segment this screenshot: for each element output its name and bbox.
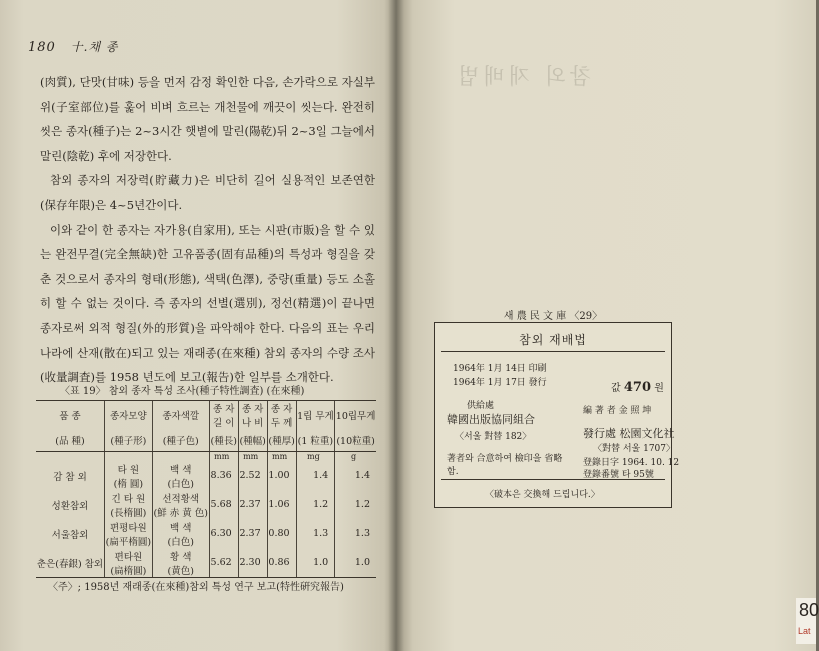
col-header	[238, 401, 267, 430]
value-cell: 1.00	[267, 461, 296, 490]
cell-text: (白色)	[167, 536, 194, 548]
book-gutter	[388, 0, 404, 651]
col-header-sub: (品 種)	[36, 429, 105, 452]
edge-number: 80	[799, 600, 819, 620]
col-header-sub: (10粒重)	[335, 429, 376, 452]
color-cell	[152, 490, 209, 519]
shape-cell	[105, 461, 153, 490]
col-header	[335, 401, 376, 430]
col-header-label: 품 종	[59, 411, 81, 422]
col-header-label: 종 자	[241, 404, 264, 415]
copyright-note: 著者와 合意하여 檢印을 省略함.	[447, 454, 563, 477]
value-cell: 8.36	[209, 461, 238, 490]
value-cell: 1.06	[267, 490, 296, 519]
edge-label	[796, 598, 819, 644]
running-title: 十.채 종	[70, 40, 119, 54]
col-header-sub: (1 粒重)	[296, 429, 335, 452]
unit-cell: mm	[209, 452, 238, 462]
col-header-label: 길 이	[213, 418, 235, 429]
series-name: 새 農 民 文 庫 〈29〉	[503, 311, 603, 322]
col-header	[152, 401, 209, 430]
cell-text: 편평타원	[110, 522, 147, 534]
value-cell: 1.3	[296, 519, 335, 548]
page-number: 180	[28, 40, 56, 55]
supplier-name: 韓國出版協同組合	[447, 413, 535, 426]
col-header-label: 종자색깔	[162, 411, 200, 422]
value-cell: 1.2	[335, 490, 376, 519]
value-cell: 1.3	[335, 519, 376, 548]
shape-cell	[105, 548, 153, 578]
left-page	[0, 0, 396, 651]
table-row	[36, 461, 376, 490]
shape-cell	[105, 519, 153, 548]
col-header	[267, 401, 296, 430]
col-header-label: 1립 무게	[297, 411, 334, 422]
publish-date: 1964年 1月 17日 發行	[453, 378, 547, 388]
unit-cell: g	[335, 452, 376, 462]
cell-text: 긴 타 원	[111, 493, 146, 505]
cell-text: 백 색	[170, 464, 192, 476]
unit-cell	[152, 452, 209, 462]
paragraph: (肉質), 단맛(甘味) 등을 먼저 감정 확인한 다음, 손가락으로 자실부위(子室部位)를 훑어 비벼 흐르는 개천물에 깨끗이 씻는다. 완전히 씻은 종자(種子)는 2~3시간 햇볕에 말린(陽乾)뒤 2~3일 그늘에서 말린(陰乾) 후에 저장한다.	[40, 75, 375, 163]
price-label: 값	[611, 383, 621, 394]
col-header-sub: (種厚)	[267, 429, 296, 452]
value-cell: 5.62	[209, 548, 238, 578]
col-header-sub: (種幅)	[238, 429, 267, 452]
shape-cell	[105, 490, 153, 519]
col-header-sub: (種長)	[209, 429, 238, 452]
cell-text: (楕 圓)	[113, 478, 144, 490]
col-header-sub: (種子形)	[105, 429, 153, 452]
registration-date: 登錄日字 1964. 10. 12	[583, 458, 680, 468]
registration-number: 登錄番號 타 95號	[583, 470, 654, 480]
cell-text: (扁楕圓)	[110, 565, 147, 577]
show-through-text: 참외 재배법	[454, 65, 592, 90]
unit-row	[36, 452, 376, 462]
table-footnote: 〈주〉; 1958년 재래종(在來種)참외 특성 연구 보고(特性硏究報告)	[48, 582, 344, 593]
col-header	[105, 401, 153, 430]
value-cell: 2.37	[238, 519, 267, 548]
value-cell: 5.68	[209, 490, 238, 519]
value-cell: 1.2	[296, 490, 335, 519]
price-unit: 원	[654, 383, 664, 394]
col-header	[209, 401, 238, 430]
cell-text: (黄色)	[167, 565, 194, 577]
value-cell: 1.0	[296, 548, 335, 578]
value-cell: 1.0	[335, 548, 376, 578]
cell-text: (扁平楕圓)	[105, 536, 152, 548]
color-cell	[152, 461, 209, 490]
value-cell: 2.52	[238, 461, 267, 490]
colophon-box	[434, 311, 680, 508]
table-row	[36, 519, 376, 548]
paragraph: 이와 같이 한 종자는 자가용(自家用), 또는 시판(市販)을 할 수 있는 완전무결(完全無缺)한 고유품종(固有品種)의 특성과 형질을 갖춘 것으로서 종자의 형태(形態), 색택(色澤), 중량(重量) 등도 소홀히 할 수 없는 것이다. 즉 종자의 선별(選別), 정선(精選)이 끝나면 종자로써 외적 형질(外的形質)을 파악해야 한다. 다음의 표는 우리 나라에 산재(散在)되고 있는 재래종(在來種) 참외 종자의 수량 조사(收量調査)를 1958 년도에 보고(報告)한 일부를 소개한다.	[40, 222, 375, 385]
price-value: 470	[623, 380, 651, 395]
variety-cell: 성환참외	[51, 500, 89, 512]
variety-cell: 춘은(春銀) 참외	[36, 548, 105, 578]
value-cell: 1.4	[296, 461, 335, 490]
unit-cell: mm	[267, 452, 296, 462]
col-header-label: 나 비	[241, 418, 264, 429]
value-cell: 2.37	[238, 490, 267, 519]
cell-text: (長楕圓)	[110, 507, 147, 519]
book-title: 참외 재배법	[519, 333, 587, 347]
running-head	[28, 38, 118, 55]
divider	[441, 479, 665, 480]
col-header-sub: (種子色)	[152, 429, 209, 452]
col-header-label: 종 자	[213, 404, 235, 415]
table-row	[36, 490, 376, 519]
variety-cell: 감 참 외	[53, 471, 87, 483]
print-date: 1964年 1月 14日 印刷	[453, 364, 547, 374]
body-text	[40, 70, 375, 390]
value-cell: 2.30	[238, 548, 267, 578]
publisher-account: 〈對替 서울 1707〉	[593, 444, 676, 454]
edge-sub: Lat	[798, 626, 811, 636]
col-header-label: 종자모양	[110, 411, 147, 422]
color-cell	[152, 519, 209, 548]
supplier-account: 〈서울 對替 182〉	[455, 432, 532, 442]
cell-text: 백 색	[170, 522, 192, 534]
cell-text: 편타원	[114, 551, 143, 563]
variety-cell: 서울참외	[51, 529, 89, 541]
color-cell	[152, 548, 209, 578]
seed-characteristics-table	[36, 400, 376, 578]
unit-cell	[105, 452, 153, 462]
col-header	[36, 401, 105, 430]
cell-text: 황 색	[170, 551, 192, 563]
table-row	[36, 548, 376, 578]
author: 編 著 者 金 照 坤	[583, 406, 652, 416]
cell-text: 타 원	[117, 464, 140, 476]
col-header-label: 두 께	[270, 418, 293, 429]
value-cell: 0.86	[267, 548, 296, 578]
paragraph: 참외 종자의 저장력(貯藏力)은 비단히 길어 실용적인 보존연한(保存年限)은 4~5년간이다.	[40, 173, 375, 212]
table-caption: 〈표 19〉 참외 종자 특성 조사(種子特性調査) (在來種)	[60, 386, 305, 397]
supplier-label: 供給處	[467, 401, 495, 411]
divider	[441, 351, 665, 352]
cell-text: (白色)	[167, 478, 194, 490]
col-header-label: 종 자	[270, 404, 293, 415]
cell-text: (鮮 赤 黄 色)	[153, 507, 208, 519]
value-cell: 1.4	[335, 461, 376, 490]
price	[611, 379, 664, 395]
publisher: 發行處 松園文化社	[583, 427, 675, 440]
cell-text: 선적황색	[162, 493, 200, 505]
unit-cell: mg	[296, 452, 335, 462]
col-header	[296, 401, 335, 430]
unit-cell	[36, 452, 105, 462]
unit-cell: mm	[238, 452, 267, 462]
value-cell: 6.30	[209, 519, 238, 548]
value-cell: 0.80	[267, 519, 296, 548]
exchange-note: 〈破本은 交換해 드립니다.〉	[485, 490, 600, 500]
col-header-label: 10립무게	[335, 411, 376, 422]
